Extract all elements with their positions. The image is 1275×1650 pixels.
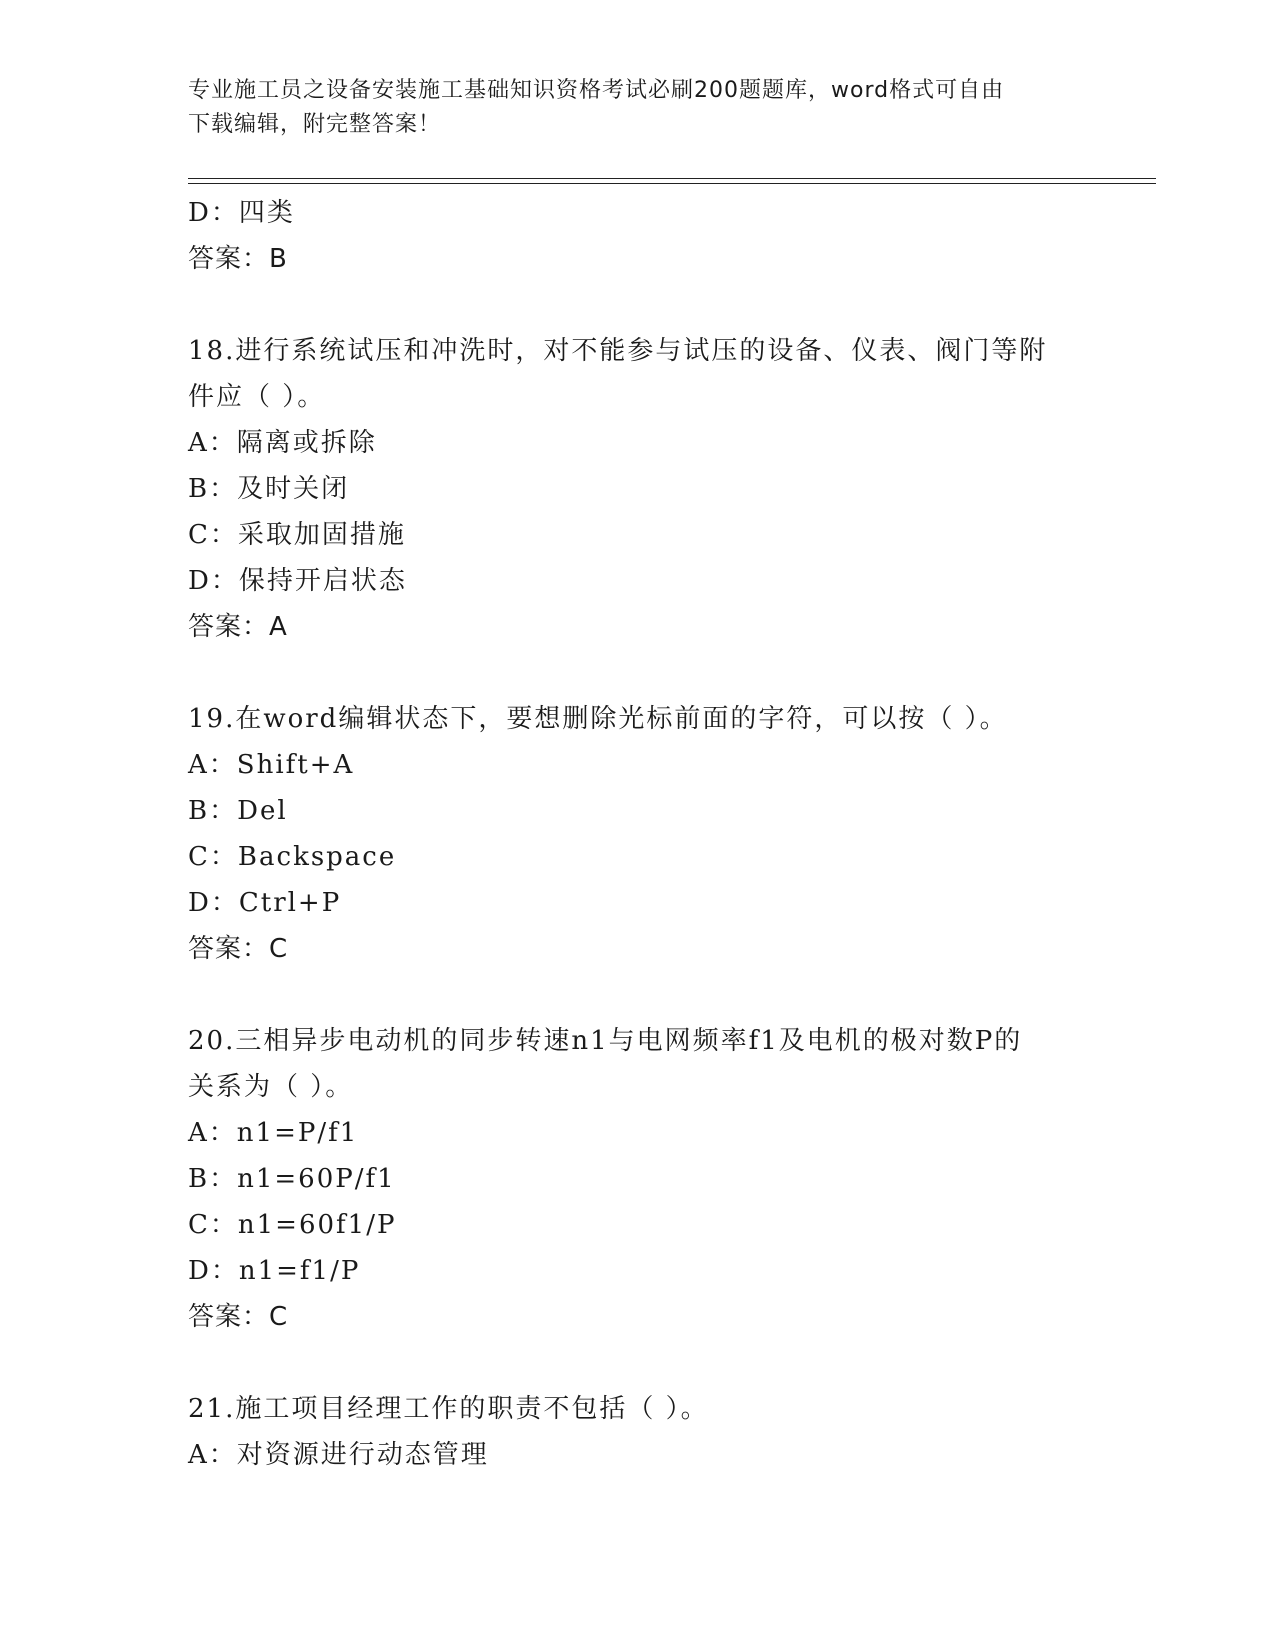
answer: 答案：A (188, 612, 288, 642)
option-b: B：及时关闭 (188, 474, 350, 504)
option-a: A：对资源进行动态管理 (188, 1440, 489, 1470)
question-text-cont: 关系为（ ）。 (188, 1072, 354, 1102)
spacer (188, 972, 1088, 1018)
option-d: D：n1=f1/P (188, 1256, 361, 1286)
option-c: C：采取加固措施 (188, 520, 406, 550)
header-divider-bottom (188, 183, 1156, 184)
option-c: C：Backspace (188, 842, 397, 872)
option-c: C：n1=60f1/P (188, 1210, 397, 1240)
header-title-line-1: 专业施工员之设备安装施工基础知识资格考试必刷200题题库，word格式可自由 (188, 78, 1005, 103)
option-a: A：n1=P/f1 (188, 1118, 359, 1148)
spacer (188, 282, 1088, 328)
option-d: D：Ctrl+P (188, 888, 342, 918)
option-b: B：n1=60P/f1 (188, 1164, 396, 1194)
question-18 (188, 328, 1088, 650)
spacer (188, 650, 1088, 696)
question-20 (188, 1018, 1088, 1340)
header-title-line-2: 下载编辑，附完整答案！ (188, 112, 442, 137)
question-text: 20.三相异步电动机的同步转速n1与电网频率f1及电机的极对数P的 (188, 1026, 1023, 1056)
question-text-cont: 件应（ ）。 (188, 382, 326, 412)
prev-option-d: D：四类 (188, 198, 295, 228)
option-b: B：Del (188, 796, 288, 826)
question-21 (188, 1386, 1088, 1478)
option-a: A：Shift+A (188, 750, 355, 780)
question-text: 21.施工项目经理工作的职责不包括（ ）。 (188, 1394, 709, 1424)
question-text: 18.进行系统试压和冲洗时，对不能参与试压的设备、仪表、阀门等附 (188, 336, 1048, 366)
question-19 (188, 696, 1088, 972)
prev-answer: 答案：B (188, 244, 288, 274)
document-header (188, 74, 1088, 142)
answer: 答案：C (188, 934, 289, 964)
option-d: D：保持开启状态 (188, 566, 407, 596)
answer: 答案：C (188, 1302, 289, 1332)
question-list (188, 190, 1088, 1478)
spacer (188, 1340, 1088, 1386)
question-text: 19.在word编辑状态下，要想删除光标前面的字符，可以按（ ）。 (188, 704, 1008, 734)
header-divider-top (188, 178, 1156, 179)
option-a: A：隔离或拆除 (188, 428, 377, 458)
